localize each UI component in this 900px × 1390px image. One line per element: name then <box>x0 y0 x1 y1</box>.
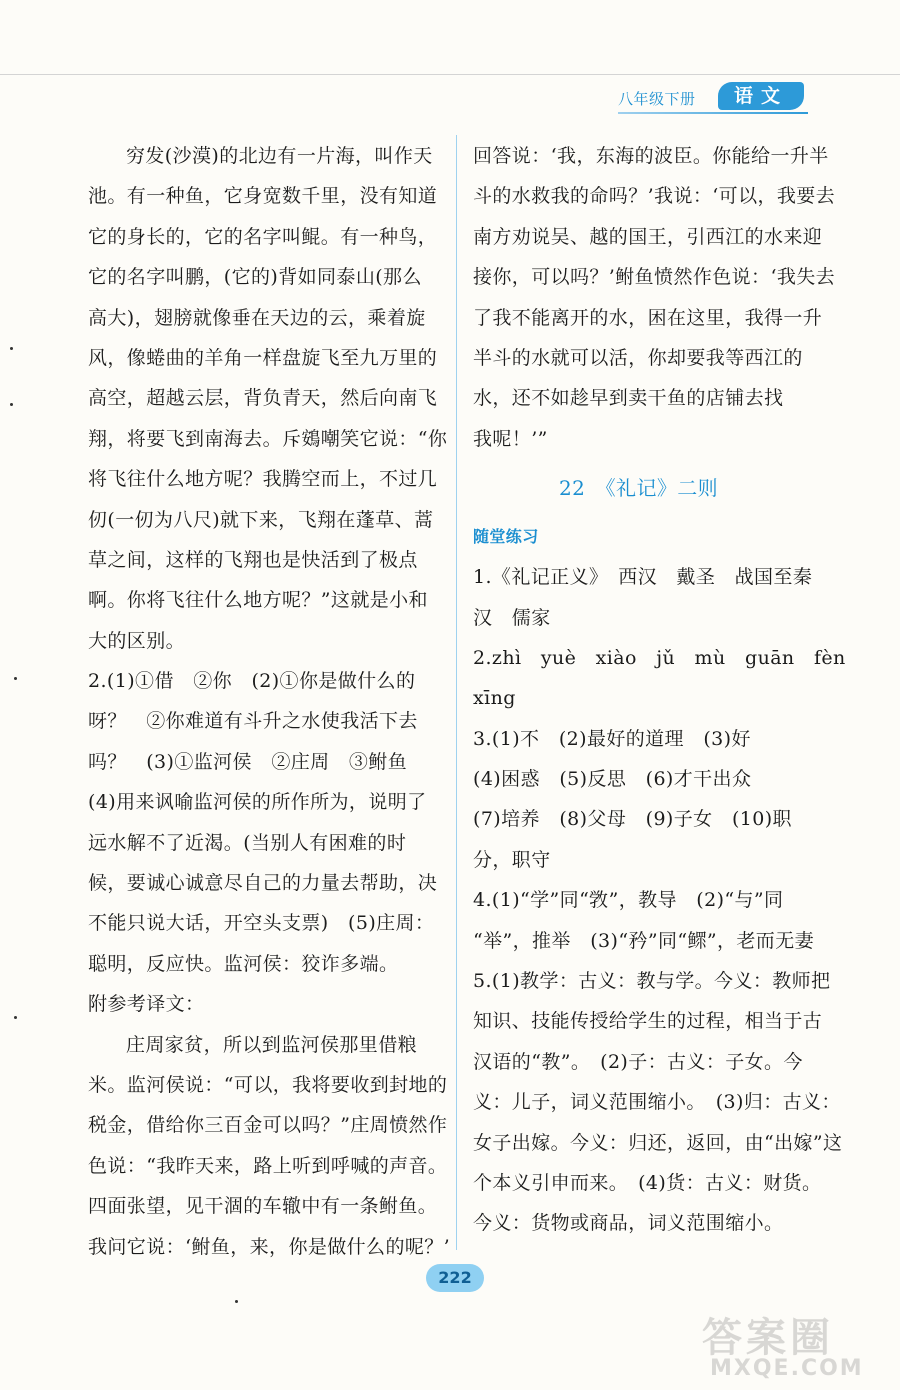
text-line: 了我不能离开的水，困在这里，我得一升 <box>473 306 823 329</box>
text-line: 池。有一种鱼，它身宽数千里，没有知道 <box>88 185 438 208</box>
text-line: 附参考译文： <box>88 993 205 1016</box>
text-line: 女子出嫁。今义：归还，返回，由“出嫁”这 <box>473 1131 843 1154</box>
text-line: 它的身长的，它的名字叫鲲。有一种鸟， <box>88 225 438 248</box>
page-number: 222 <box>426 1264 484 1292</box>
text-line: xīng <box>473 687 516 710</box>
text-line: 义：儿子，词义范围缩小。 (3)归：古义： <box>473 1091 841 1114</box>
text-line: 1.《礼记正义》 西汉 戴圣 战国至秦 <box>473 566 813 589</box>
header-underline <box>618 112 808 114</box>
text-line: 远水解不了近渴。(当别人有困难的时 <box>88 831 407 854</box>
text-line: 3.(1)不 (2)最好的道理 (3)好 <box>473 727 751 750</box>
text-line: 啊。你将飞往什么地方呢？”这就是小和 <box>88 589 428 612</box>
text-line: 个本义引申而来。 (4)货：古义：财货。 <box>473 1171 822 1194</box>
subject-badge: 语文 <box>718 82 804 110</box>
text-line: 大的区别。 <box>88 629 186 652</box>
text-line: 聪明，反应快。监河侯：狡诈多端。 <box>88 952 399 975</box>
margin-dot <box>10 403 13 406</box>
text-line: 它的名字叫鹏，(它的)背如同泰山(那么 <box>88 266 422 289</box>
text-line: 将飞往什么地方呢？我腾空而上，不过几 <box>88 468 438 491</box>
text-line: 高空，超越云层，背负青天，然后向南飞 <box>88 387 438 410</box>
watermark-logo: 答案圈 <box>702 1315 834 1361</box>
text-line: 庄周家贫，所以到监河侯那里借粮 <box>126 1033 418 1056</box>
text-line: 吗？ (3)①监河侯 ②庄周 ③鲋鱼 <box>88 750 408 773</box>
watermark-url: MXQE.COM <box>710 1356 864 1381</box>
text-line: 高大)，翅膀就像垂在天边的云，乘着旋 <box>88 306 426 329</box>
text-line: 不能只说大话，开空头支票) (5)庄周： <box>88 912 435 935</box>
text-line: (4)用来讽喻监河侯的所作所为，说明了 <box>88 791 427 814</box>
text-line: 米。监河侯说：“可以，我将要收到封地的 <box>88 1073 448 1096</box>
text-line: 5.(1)教学：古义：教与学。今义：教师把 <box>473 970 831 993</box>
text-line: 四面张望，见干涸的车辙中有一条鲋鱼。 <box>88 1195 438 1218</box>
text-line: 接你，可以吗？’鲋鱼愤然作色说：‘我失去 <box>473 266 836 289</box>
text-line: 我呢！’” <box>473 427 548 450</box>
margin-dot <box>14 1016 17 1019</box>
text-line: 2.(1)①借 ②你 (2)①你是做什么的 <box>88 670 416 693</box>
page-header <box>618 80 808 116</box>
text-line: 分，职守 <box>473 848 551 871</box>
margin-dot <box>10 347 13 350</box>
text-line: 水，还不如趁早到卖干鱼的店铺去找 <box>473 387 784 410</box>
text-line: 候，要诚心诚意尽自己的力量去帮助，决 <box>88 872 438 895</box>
text-line: (7)培养 (8)父母 (9)子女 (10)职 <box>473 808 792 831</box>
text-line: 穷发(沙漠)的北边有一片海，叫作天 <box>126 145 433 167</box>
text-line: 呀？ ②你难道有斗升之水使我活下去 <box>88 710 418 733</box>
right-column-top <box>473 136 836 459</box>
text-line: 知识、技能传授给学生的过程，相当于古 <box>473 1010 823 1033</box>
text-line: 汉 儒家 <box>473 606 551 629</box>
text-line: 色说：“我昨天来，路上听到呼喊的声音。 <box>88 1154 448 1177</box>
text-line: 翔，将要飞到南海去。斥鴳嘲笑它说：“你 <box>88 427 448 450</box>
text-line: 斗的水救我的命吗？’我说：‘可以，我要去 <box>473 185 836 208</box>
right-column <box>473 136 846 1244</box>
text-line: “举”，推举 (3)“矜”同“鳏”，老而无妻 <box>473 929 814 952</box>
text-line: 税金，借给你三百金可以吗？”庄周愤然作 <box>88 1114 448 1137</box>
text-line: 南方劝说吴、越的国王，引西江的水来迎 <box>473 225 823 248</box>
lesson-title: 22 《礼记》二则 <box>559 476 719 501</box>
left-column <box>88 136 451 1267</box>
text-line: 4.(1)“学”同“敩”，教导 (2)“与”同 <box>473 889 784 912</box>
text-line: 半斗的水就可以活，你却要我等西江的 <box>473 346 803 369</box>
text-line: 2.zhì yuè xiào jǔ mù guān fèn <box>473 646 846 669</box>
top-rule <box>0 74 900 75</box>
text-line: 我问它说：‘鲋鱼，来，你是做什么的呢？’ <box>88 1235 451 1258</box>
right-column-bottom <box>473 557 846 1244</box>
section-label: 随堂练习 <box>473 527 539 547</box>
text-line: 草之间，这样的飞翔也是快活到了极点 <box>88 548 418 571</box>
watermark <box>702 1306 892 1386</box>
text-line: 回答说：‘我，东海的波臣。你能给一升半 <box>473 145 829 167</box>
text-line: 仞(一仞为八尺)就下来，飞翔在蓬草、蒿 <box>88 508 434 531</box>
text-line: 汉语的“教”。 (2)子：古义：子女。今 <box>473 1050 803 1073</box>
column-divider <box>456 135 457 1250</box>
margin-dot <box>14 677 17 680</box>
text-line: (4)困惑 (5)反思 (6)才干出众 <box>473 768 752 791</box>
grade-label: 八年级下册 <box>618 90 696 108</box>
text-line: 风，像蜷曲的羊角一样盘旋飞至九万里的 <box>88 346 438 369</box>
text-line: 今义：货物或商品，词义范围缩小。 <box>473 1212 784 1235</box>
margin-dot <box>235 1300 238 1303</box>
